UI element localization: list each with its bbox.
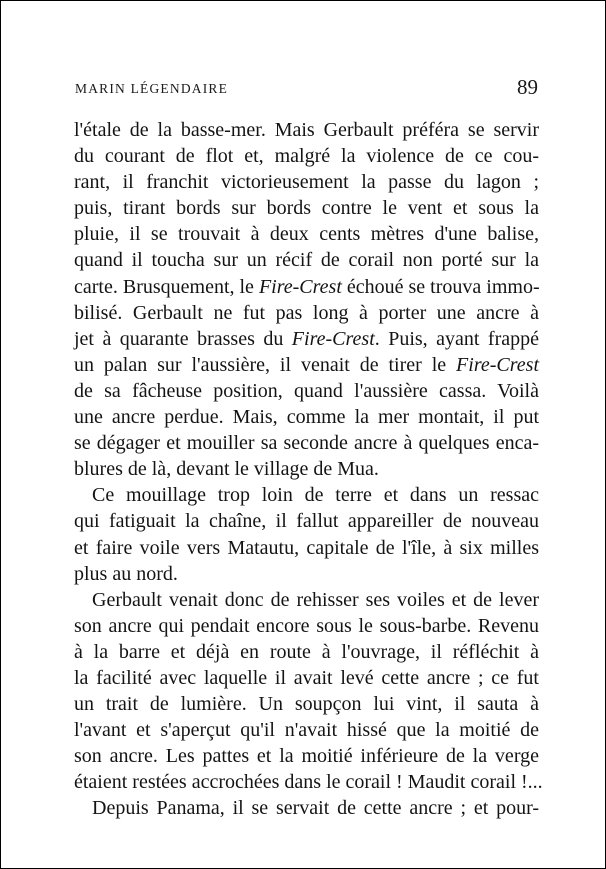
text-line [74, 587, 539, 613]
text-line [74, 769, 543, 795]
text-run: carte. Brusquement, le [74, 275, 259, 298]
text-run: un palan sur l'aussière, il venait de tirer le [74, 353, 457, 376]
body-text [74, 117, 543, 822]
text-run: qui fatiguait la chaîne, il fallut appareiller de nouveau [74, 510, 539, 533]
text-line [74, 743, 539, 769]
text-run: Gerbault venait donc de rehisser ses voiles et de lever [92, 588, 539, 611]
running-title: MARIN LÉGENDAIRE [75, 81, 229, 96]
text-run: étaient restées accrochées dans le corail ! Maudit corail !... [74, 771, 543, 794]
text-line [74, 535, 539, 561]
text-run: la facilité avec laquelle il avait levé cette ancre ; ce fut [74, 666, 539, 689]
text-line [74, 691, 539, 717]
text-run: échoué se trouva immo- [341, 275, 540, 298]
text-run: se dégager et mouiller sa seconde ancre à quelques enca- [74, 432, 539, 455]
text-run: une ancre perdue. Mais, comme la mer montait, il put [74, 406, 539, 429]
text-run: à la barre et déjà en route à l'ouvrage, il réfléchit à [74, 640, 539, 663]
text-run: Ce mouillage trop loin de terre et dans un ressac [92, 484, 539, 507]
paragraph [74, 117, 539, 482]
text-run: rant, il franchit victorieusement la passe du lagon ; [74, 171, 539, 194]
text-run: Depuis Panama, il se servait de cette ancre ; et pour- [92, 797, 539, 820]
text-run: son ancre. Les pattes et la moitié inférieure de la verge [74, 745, 539, 768]
text-line [74, 195, 539, 221]
text-line [74, 561, 539, 587]
text-run: du courant de flot et, malgré la violence de ce cou- [74, 145, 539, 168]
page-number: 89 [517, 75, 538, 99]
text-line [74, 378, 539, 404]
text-run: plus au nord. [74, 562, 178, 585]
ship-name: Fire-Crest [291, 327, 375, 350]
text-run: bilisé. Gerbault ne fut pas long à porter une ancre à [74, 301, 539, 324]
text-line [74, 508, 539, 534]
text-run: pluie, il se trouvait à deux cents mètres d'une balise, [74, 223, 539, 246]
ship-name: Fire-Crest [258, 275, 342, 298]
text-line [74, 613, 539, 639]
text-line [74, 456, 539, 482]
text-run: son ancre qui pendait encore sous le sous-barbe. Revenu [74, 614, 539, 637]
text-run: . Puis, ayant frappé [374, 327, 539, 350]
text-line [74, 117, 539, 143]
text-run: quand il toucha sur un récif de corail non porté sur la [74, 249, 539, 272]
text-run: l'avant et s'aperçut qu'il n'avait hissé que la moitié de [74, 719, 539, 742]
text-run: un trait de lumière. Un soupçon lui vint, il sauta à [74, 693, 539, 716]
text-line [74, 482, 539, 508]
paragraph [74, 587, 543, 796]
text-run: jet à quarante brasses du [74, 327, 292, 350]
text-line [74, 639, 539, 665]
text-line [74, 300, 539, 326]
ship-name: Fire-Crest [456, 353, 539, 376]
text-line [74, 404, 539, 430]
text-run: puis, tirant bords sur bords contre le vent et sous la [74, 197, 539, 220]
text-line [74, 430, 539, 456]
text-line [74, 169, 539, 195]
text-run: blures de là, devant le village de Mua. [74, 458, 379, 481]
paragraph [74, 795, 539, 821]
paragraph [74, 482, 539, 586]
text-line [74, 221, 539, 247]
text-line [74, 795, 539, 821]
text-run: de sa fâcheuse position, quand l'aussière cassa. Voilà [74, 379, 539, 402]
text-run: et faire voile vers Matautu, capitale de l'île, à six milles [74, 536, 539, 559]
text-line [74, 717, 539, 743]
text-line [74, 247, 539, 273]
text-line [74, 274, 539, 300]
text-line [74, 352, 539, 378]
text-line [74, 143, 539, 169]
text-line [74, 326, 539, 352]
text-run: l'étale de la basse-mer. Mais Gerbault préféra se servir [74, 119, 539, 141]
text-line [74, 665, 539, 691]
